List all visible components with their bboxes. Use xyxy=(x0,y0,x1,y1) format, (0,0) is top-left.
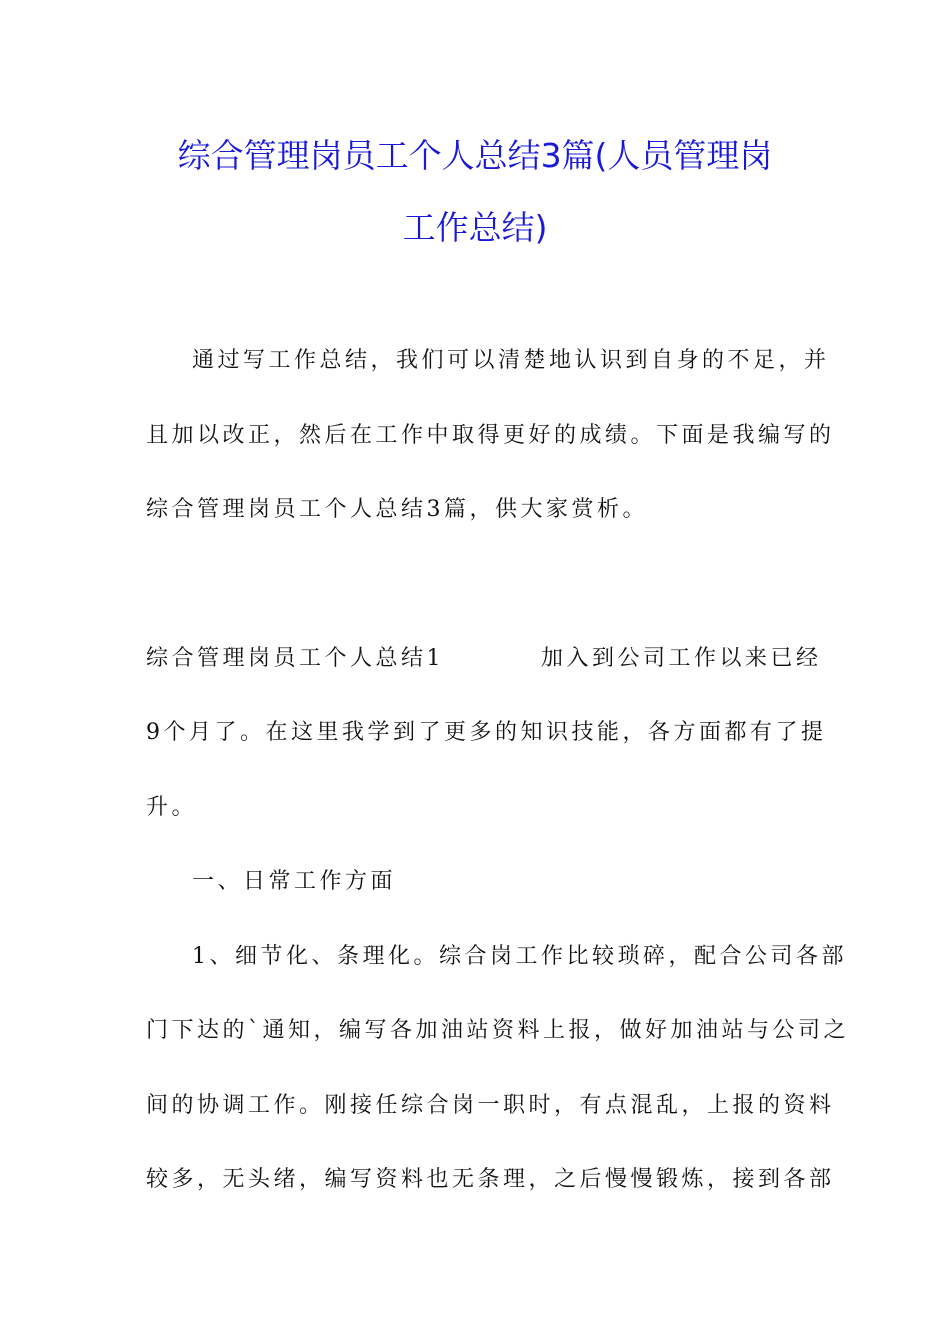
intro-line-3: 综合管理岗员工个人总结3篇，供大家赏析。 xyxy=(146,497,648,522)
section-1-line-3: 升。 xyxy=(146,795,198,820)
intro-line-2: 且加以改正，然后在工作中取得更好的成绩。下面是我编写的 xyxy=(146,423,835,448)
intro-line-1: 通过写工作总结，我们可以清楚地认识到自身的不足，并 xyxy=(192,348,830,373)
section-1-first-text: 加入到公司工作以来已经 xyxy=(541,646,822,671)
section-1-line-2: 9个月了。在这里我学到了更多的知识技能，各方面都有了提 xyxy=(146,720,827,745)
item-1-line-2: 门下达的`通知，编写各加油站资料上报，做好加油站与公司之 xyxy=(146,1018,850,1043)
document-title-line-2: 工作总结) xyxy=(402,208,548,247)
document-title-line-1: 综合管理岗员工个人总结3篇(人员管理岗 xyxy=(177,136,773,175)
section-1-heading: 综合管理岗员工个人总结1 xyxy=(146,646,444,671)
item-1-line-3: 间的协调工作。刚接任综合岗一职时，有点混乱，上报的资料 xyxy=(146,1093,835,1118)
subsection-heading: 一、日常工作方面 xyxy=(192,869,397,894)
item-1-line-4: 较多，无头绪，编写资料也无条理，之后慢慢锻炼，接到各部 xyxy=(146,1167,835,1192)
item-1-line-1: 1、细节化、条理化。综合岗工作比较琐碎，配合公司各部 xyxy=(192,944,847,969)
